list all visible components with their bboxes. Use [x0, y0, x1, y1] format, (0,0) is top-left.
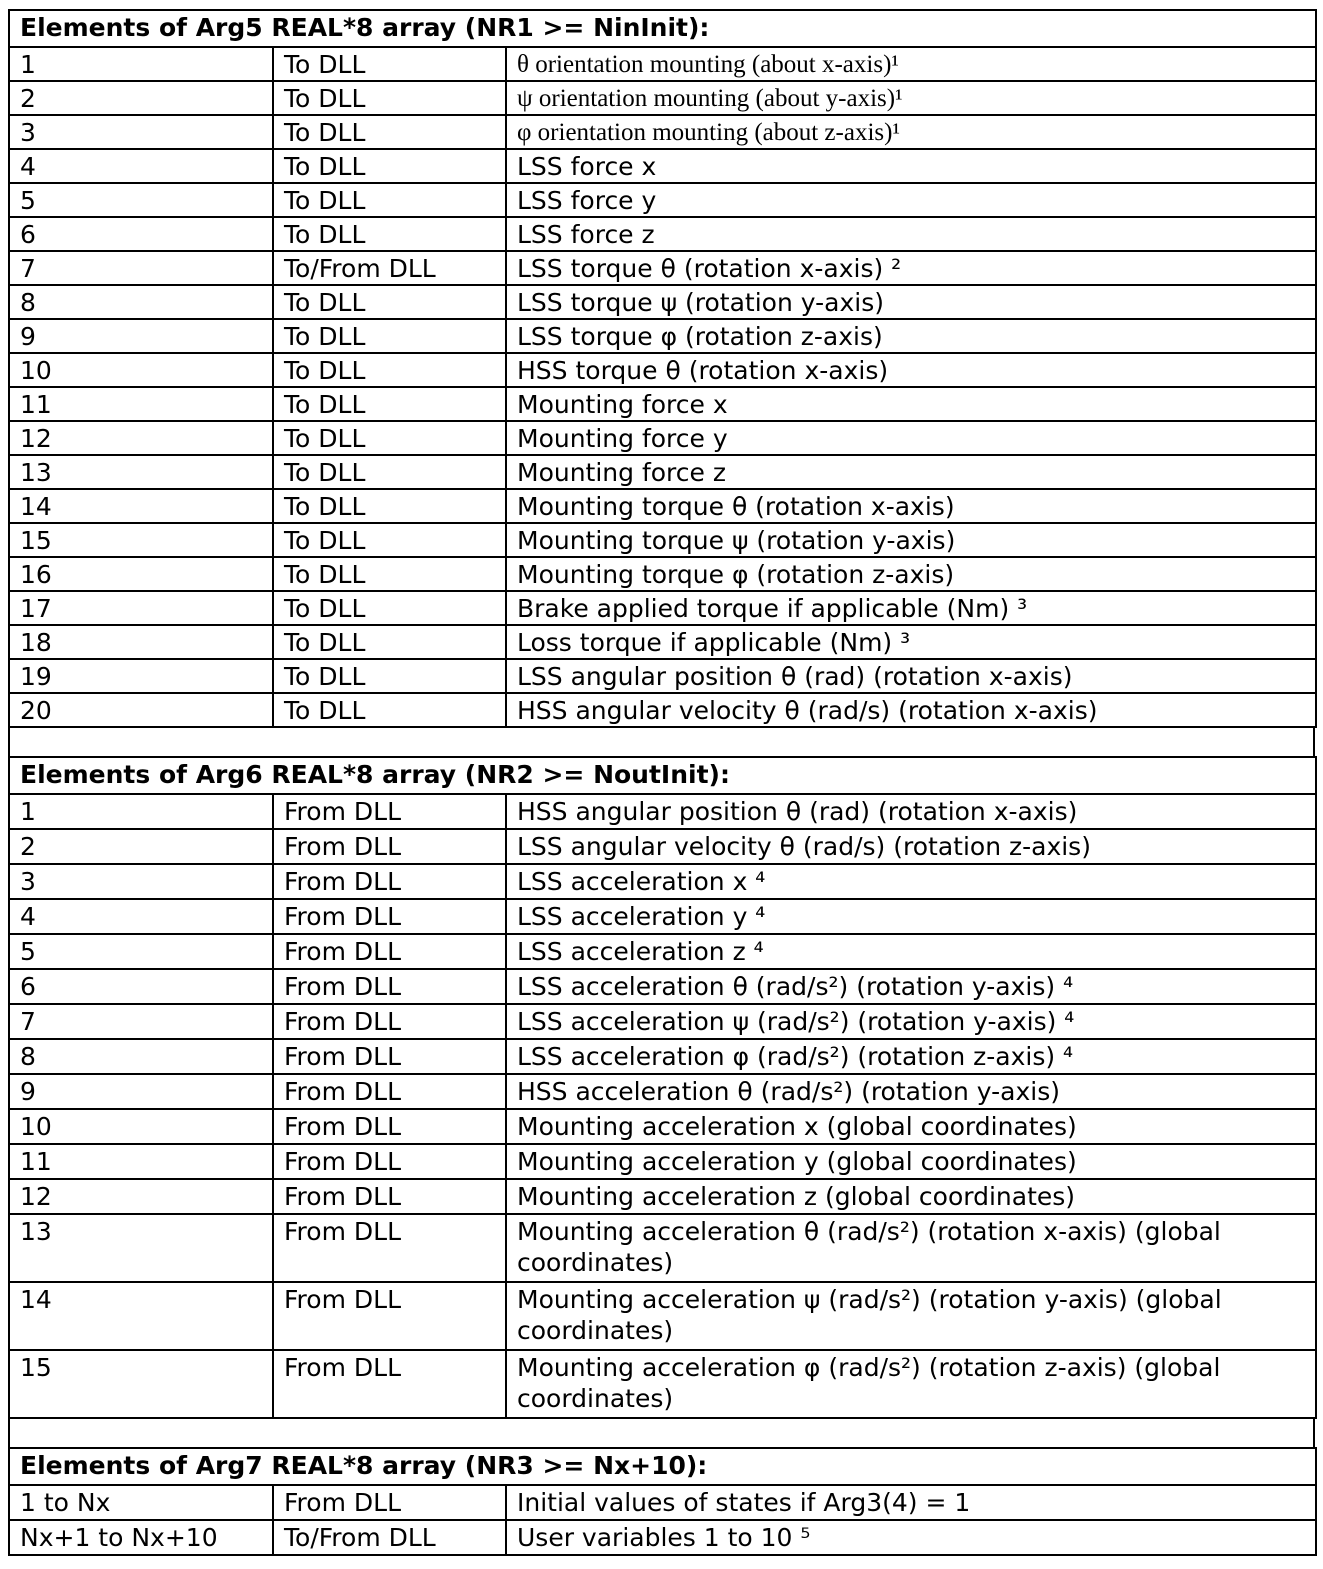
table-row	[9, 81, 1316, 115]
element-index-cell: 14	[9, 1282, 273, 1350]
direction-cell: To DLL	[273, 81, 506, 115]
description-cell: Mounting torque φ (rotation z-axis)	[506, 557, 1316, 591]
description-cell: HSS torque θ (rotation x-axis)	[506, 353, 1316, 387]
description-cell: LSS torque ψ (rotation y-axis)	[506, 285, 1316, 319]
direction-cell: From DLL	[273, 1074, 506, 1109]
direction-cell: To DLL	[273, 217, 506, 251]
direction-cell: To DLL	[273, 115, 506, 149]
element-index-cell: 5	[9, 934, 273, 969]
direction-cell: From DLL	[273, 1214, 506, 1282]
description-cell: HSS acceleration θ (rad/s²) (rotation y-axis)	[506, 1074, 1316, 1109]
description-cell: HSS angular velocity θ (rad/s) (rotation x-axis)	[506, 693, 1316, 727]
description-cell: Mounting force x	[506, 387, 1316, 421]
element-index-cell: 8	[9, 1039, 273, 1074]
description-cell: LSS torque φ (rotation z-axis)	[506, 319, 1316, 353]
description-cell: Brake applied torque if applicable (Nm) ³	[506, 591, 1316, 625]
arg5-elements-table	[8, 9, 1317, 728]
element-index-cell: 6	[9, 969, 273, 1004]
direction-cell: From DLL	[273, 864, 506, 899]
table-row	[9, 1485, 1316, 1520]
element-index-cell: 4	[9, 899, 273, 934]
table-row	[9, 115, 1316, 149]
table-gap-spacer	[8, 728, 1315, 756]
element-index-cell: 3	[9, 864, 273, 899]
direction-cell: To DLL	[273, 319, 506, 353]
direction-cell: From DLL	[273, 899, 506, 934]
table-row	[9, 149, 1316, 183]
description-cell: θ orientation mounting (about x-axis)¹	[506, 47, 1316, 81]
table-row	[9, 693, 1316, 727]
description-cell: Initial values of states if Arg3(4) = 1	[506, 1485, 1316, 1520]
table-gap-spacer	[8, 1419, 1315, 1447]
description-cell: Mounting force y	[506, 421, 1316, 455]
description-cell: Mounting force z	[506, 455, 1316, 489]
table-row	[9, 489, 1316, 523]
direction-cell: To DLL	[273, 455, 506, 489]
direction-cell: From DLL	[273, 1282, 506, 1350]
table-row	[9, 285, 1316, 319]
element-index-cell: 11	[9, 1144, 273, 1179]
direction-cell: To DLL	[273, 421, 506, 455]
element-index-cell: 14	[9, 489, 273, 523]
element-index-cell: 1	[9, 47, 273, 81]
description-cell: HSS angular position θ (rad) (rotation x-axis)	[506, 794, 1316, 829]
table-row	[9, 523, 1316, 557]
arg6-table-title: Elements of Arg6 REAL*8 array (NR2 >= NoutInit):	[9, 757, 1316, 794]
direction-cell: To/From DLL	[273, 251, 506, 285]
direction-cell: From DLL	[273, 1109, 506, 1144]
element-index-cell: 10	[9, 1109, 273, 1144]
element-index-cell: 13	[9, 455, 273, 489]
table-row	[9, 659, 1316, 693]
element-index-cell: 9	[9, 319, 273, 353]
element-index-cell: 15	[9, 523, 273, 557]
element-index-cell: 6	[9, 217, 273, 251]
table-row	[9, 421, 1316, 455]
direction-cell: To DLL	[273, 523, 506, 557]
description-cell: ψ orientation mounting (about y-axis)¹	[506, 81, 1316, 115]
element-index-cell: 17	[9, 591, 273, 625]
direction-cell: From DLL	[273, 794, 506, 829]
element-index-cell: 2	[9, 81, 273, 115]
direction-cell: From DLL	[273, 1144, 506, 1179]
description-cell: Mounting acceleration x (global coordinates)	[506, 1109, 1316, 1144]
direction-cell: From DLL	[273, 1039, 506, 1074]
table-row	[9, 387, 1316, 421]
direction-cell: From DLL	[273, 829, 506, 864]
direction-cell: From DLL	[273, 969, 506, 1004]
direction-cell: To/From DLL	[273, 1520, 506, 1555]
element-index-cell: 5	[9, 183, 273, 217]
description-cell: LSS acceleration z ⁴	[506, 934, 1316, 969]
description-cell: Mounting acceleration ψ (rad/s²) (rotation y-axis) (global coordinates)	[506, 1282, 1316, 1350]
table-row	[9, 1004, 1316, 1039]
description-cell: LSS acceleration x ⁴	[506, 864, 1316, 899]
table-row	[9, 455, 1316, 489]
document-page	[8, 9, 1315, 1556]
arg5-table-title: Elements of Arg5 REAL*8 array (NR1 >= NinInit):	[9, 10, 1316, 47]
element-index-cell: 2	[9, 829, 273, 864]
element-index-cell: 16	[9, 557, 273, 591]
element-index-cell: 11	[9, 387, 273, 421]
element-index-cell: 12	[9, 1179, 273, 1214]
element-index-cell: 10	[9, 353, 273, 387]
table-row	[9, 47, 1316, 81]
direction-cell: To DLL	[273, 659, 506, 693]
description-cell: Mounting acceleration θ (rad/s²) (rotation x-axis) (global coordinates)	[506, 1214, 1316, 1282]
element-index-cell: 18	[9, 625, 273, 659]
element-index-cell: Nx+1 to Nx+10	[9, 1520, 273, 1555]
direction-cell: To DLL	[273, 591, 506, 625]
table-row	[9, 251, 1316, 285]
table-row	[9, 557, 1316, 591]
direction-cell: From DLL	[273, 1004, 506, 1039]
table-row	[9, 1109, 1316, 1144]
table-row	[9, 217, 1316, 251]
direction-cell: To DLL	[273, 149, 506, 183]
element-index-cell: 7	[9, 1004, 273, 1039]
description-cell: LSS torque θ (rotation x-axis) ²	[506, 251, 1316, 285]
direction-cell: To DLL	[273, 693, 506, 727]
description-cell: LSS acceleration θ (rad/s²) (rotation y-axis) ⁴	[506, 969, 1316, 1004]
table-row	[9, 969, 1316, 1004]
direction-cell: To DLL	[273, 625, 506, 659]
description-cell: Mounting acceleration y (global coordinates)	[506, 1144, 1316, 1179]
table-row	[9, 625, 1316, 659]
direction-cell: To DLL	[273, 489, 506, 523]
description-cell: LSS acceleration φ (rad/s²) (rotation z-axis) ⁴	[506, 1039, 1316, 1074]
direction-cell: To DLL	[273, 183, 506, 217]
description-cell: LSS force x	[506, 149, 1316, 183]
description-cell: LSS acceleration y ⁴	[506, 899, 1316, 934]
table-row	[9, 899, 1316, 934]
table-row	[9, 1144, 1316, 1179]
description-cell: LSS angular position θ (rad) (rotation x-axis)	[506, 659, 1316, 693]
direction-cell: From DLL	[273, 934, 506, 969]
description-cell: Mounting acceleration φ (rad/s²) (rotation z-axis) (global coordinates)	[506, 1350, 1316, 1418]
table-row	[9, 1282, 1316, 1350]
description-cell: Mounting torque θ (rotation x-axis)	[506, 489, 1316, 523]
description-cell: Mounting torque ψ (rotation y-axis)	[506, 523, 1316, 557]
table-row	[9, 183, 1316, 217]
element-index-cell: 12	[9, 421, 273, 455]
arg6-table-header-row	[9, 757, 1316, 794]
table-row	[9, 353, 1316, 387]
direction-cell: To DLL	[273, 285, 506, 319]
description-cell: Loss torque if applicable (Nm) ³	[506, 625, 1316, 659]
description-cell: LSS force y	[506, 183, 1316, 217]
element-index-cell: 9	[9, 1074, 273, 1109]
element-index-cell: 4	[9, 149, 273, 183]
arg5-table-header-row	[9, 10, 1316, 47]
table-row	[9, 591, 1316, 625]
table-row	[9, 1074, 1316, 1109]
element-index-cell: 20	[9, 693, 273, 727]
direction-cell: From DLL	[273, 1179, 506, 1214]
element-index-cell: 19	[9, 659, 273, 693]
table-row	[9, 829, 1316, 864]
element-index-cell: 13	[9, 1214, 273, 1282]
arg7-elements-table	[8, 1447, 1317, 1556]
direction-cell: To DLL	[273, 47, 506, 81]
table-row	[9, 864, 1316, 899]
arg7-table-title: Elements of Arg7 REAL*8 array (NR3 >= Nx+10):	[9, 1448, 1316, 1485]
direction-cell: From DLL	[273, 1350, 506, 1418]
direction-cell: To DLL	[273, 557, 506, 591]
table-row	[9, 794, 1316, 829]
element-index-cell: 1 to Nx	[9, 1485, 273, 1520]
description-cell: LSS acceleration ψ (rad/s²) (rotation y-axis) ⁴	[506, 1004, 1316, 1039]
description-cell: Mounting acceleration z (global coordinates)	[506, 1179, 1316, 1214]
direction-cell: From DLL	[273, 1485, 506, 1520]
element-index-cell: 7	[9, 251, 273, 285]
table-row	[9, 1039, 1316, 1074]
direction-cell: To DLL	[273, 387, 506, 421]
element-index-cell: 1	[9, 794, 273, 829]
description-cell: φ orientation mounting (about z-axis)¹	[506, 115, 1316, 149]
table-row	[9, 1214, 1316, 1282]
table-row	[9, 319, 1316, 353]
description-cell: LSS angular velocity θ (rad/s) (rotation z-axis)	[506, 829, 1316, 864]
element-index-cell: 3	[9, 115, 273, 149]
description-cell: LSS force z	[506, 217, 1316, 251]
table-row	[9, 1350, 1316, 1418]
description-cell: User variables 1 to 10 ⁵	[506, 1520, 1316, 1555]
direction-cell: To DLL	[273, 353, 506, 387]
table-row	[9, 934, 1316, 969]
element-index-cell: 8	[9, 285, 273, 319]
table-row	[9, 1520, 1316, 1555]
arg7-table-header-row	[9, 1448, 1316, 1485]
element-index-cell: 15	[9, 1350, 273, 1418]
table-row	[9, 1179, 1316, 1214]
arg6-elements-table	[8, 756, 1317, 1419]
